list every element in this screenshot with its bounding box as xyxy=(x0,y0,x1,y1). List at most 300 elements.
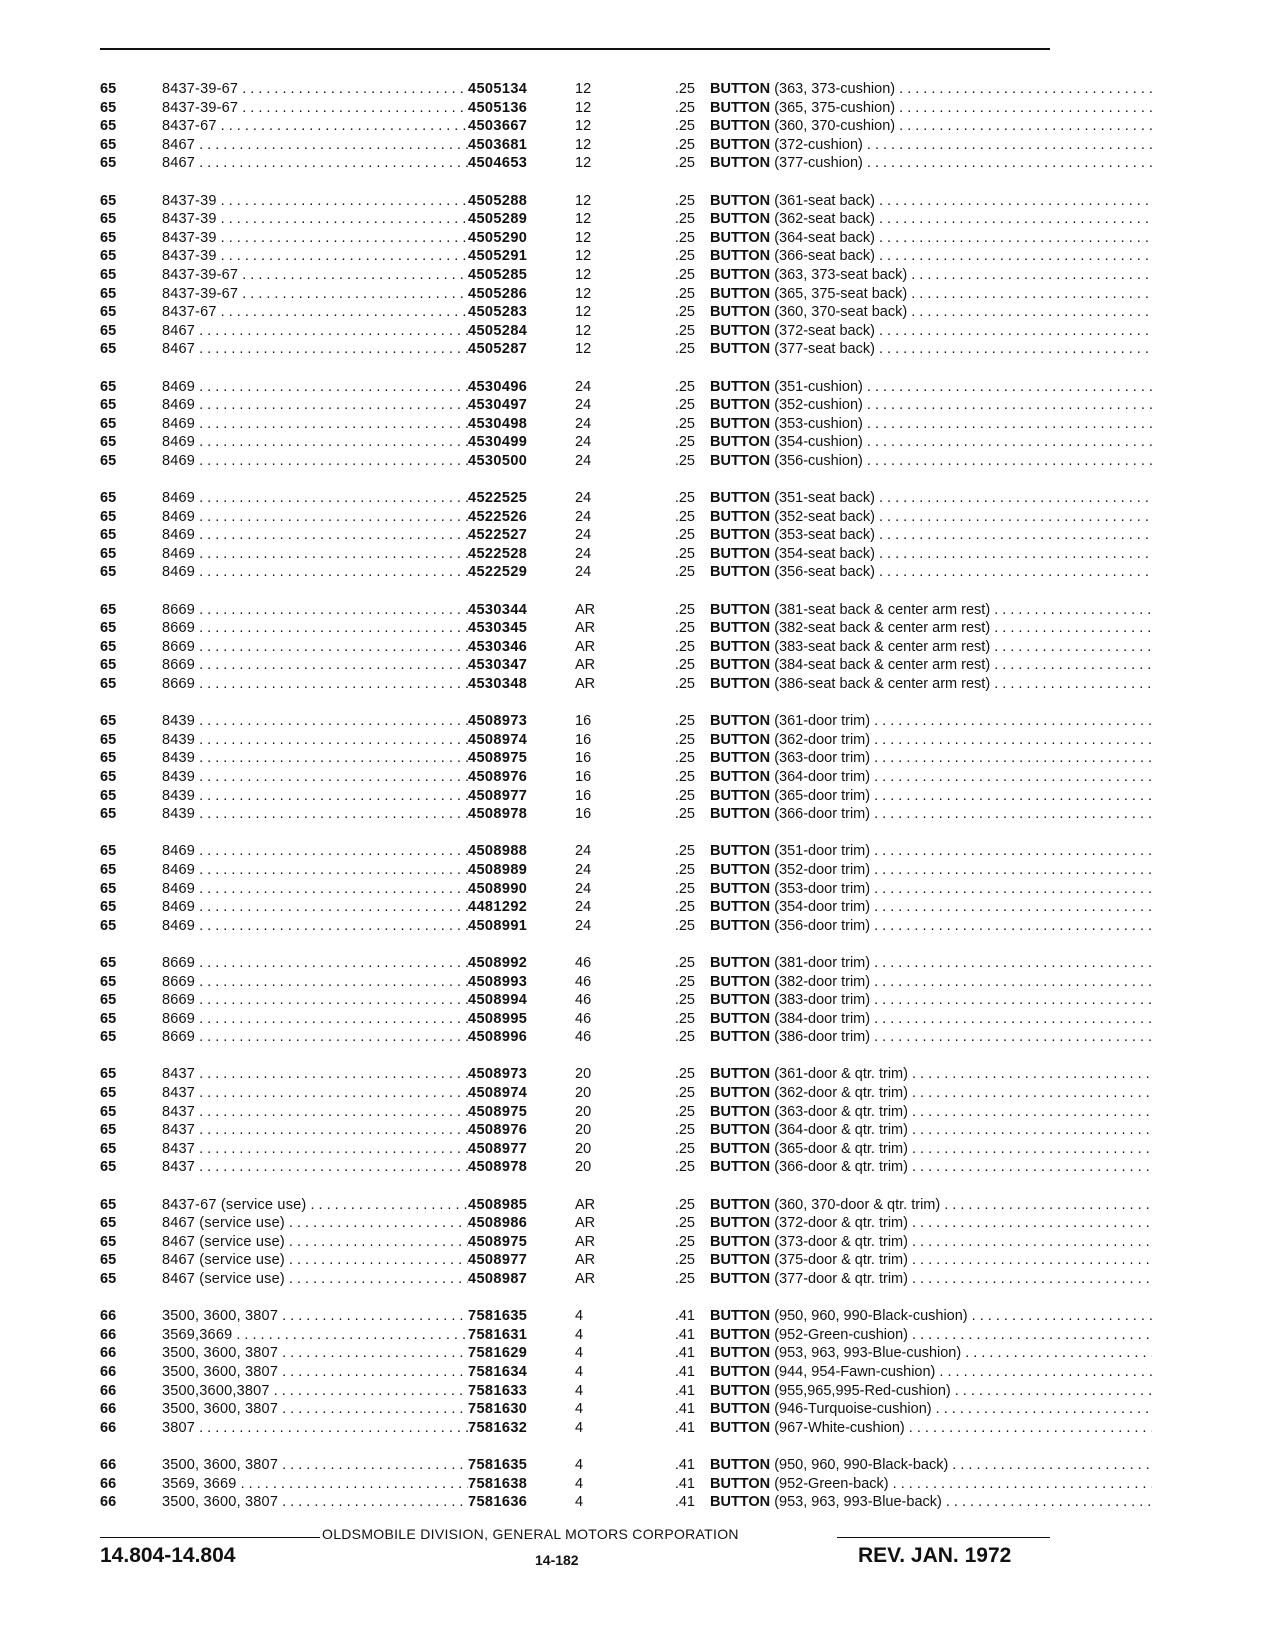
table-row xyxy=(100,229,1055,248)
part-number-cell: 4508976 xyxy=(468,1121,572,1140)
item-name: BUTTON xyxy=(710,676,771,692)
model-cell: 8669 . . . xyxy=(162,991,468,1010)
description-detail: (386-seat back & center arm rest) xyxy=(774,676,991,692)
table-row xyxy=(100,1233,1055,1252)
part-number-cell: 4505288 xyxy=(468,192,572,211)
description-detail: (362-door & qtr. trim) xyxy=(774,1085,908,1102)
table-row xyxy=(100,80,1055,99)
quantity-cell: 4 xyxy=(575,1345,584,1362)
description-cell xyxy=(710,545,1152,564)
table-row xyxy=(100,1010,1055,1029)
description-cell xyxy=(710,1270,1152,1289)
part-number-cell: 4522528 xyxy=(468,545,572,564)
table-row xyxy=(100,898,1055,917)
year-cell: 65 xyxy=(100,768,117,785)
item-name: BUTTON xyxy=(710,155,771,172)
price-cell: .25 xyxy=(674,434,695,451)
description-cell xyxy=(710,656,1152,675)
model-cell: 8439 . . . xyxy=(162,731,468,750)
year-cell: 65 xyxy=(100,397,117,414)
year-cell: 65 xyxy=(100,564,117,581)
quantity-cell: AR xyxy=(575,638,596,655)
description-cell xyxy=(710,1400,1152,1419)
item-name: BUTTON xyxy=(710,99,771,116)
top-rule xyxy=(100,48,1050,50)
description-detail: (353-door trim) xyxy=(774,880,871,897)
description-detail: (953, 963, 993-Blue-cushion) xyxy=(774,1345,962,1362)
description-detail: (373-door & qtr. trim) xyxy=(774,1233,908,1250)
description-detail: (356-seat back) xyxy=(774,564,875,581)
model-cell: 8437-39-67 . . . xyxy=(162,285,468,304)
part-number-cell: 4508976 xyxy=(468,768,572,787)
quantity-cell: AR xyxy=(575,620,596,637)
item-name: BUTTON xyxy=(710,768,771,785)
year-cell: 65 xyxy=(100,1215,117,1232)
description-cell xyxy=(710,1140,1152,1159)
description-detail: (351-seat back) xyxy=(774,490,875,507)
description-detail: (351-cushion) xyxy=(774,378,863,395)
model-cell: 8469 . . . xyxy=(162,842,468,861)
price-cell: .41 xyxy=(674,1494,695,1511)
year-cell: 65 xyxy=(100,992,117,1009)
quantity-cell: AR xyxy=(575,1196,596,1213)
year-cell: 65 xyxy=(100,81,117,97)
quantity-cell: 4 xyxy=(575,1419,584,1436)
table-row xyxy=(100,656,1055,675)
item-name: BUTTON xyxy=(710,1345,771,1362)
part-number-cell: 4508988 xyxy=(468,842,572,861)
price-cell: .25 xyxy=(674,397,695,414)
part-number-cell: 4505290 xyxy=(468,229,572,248)
item-name: BUTTON xyxy=(710,1066,771,1083)
table-row xyxy=(100,563,1055,582)
table-row xyxy=(100,805,1055,824)
description-cell xyxy=(710,1028,1152,1047)
model-cell: 8437-39 . . . xyxy=(162,192,468,211)
table-row xyxy=(100,601,1055,620)
model-cell: 8467 (service use) . . . xyxy=(162,1270,468,1289)
description-cell xyxy=(710,378,1152,397)
part-number-cell: 4530346 xyxy=(468,638,572,657)
description-cell xyxy=(710,415,1152,434)
description-detail: (353-cushion) xyxy=(774,415,863,432)
price-cell: .25 xyxy=(674,1215,695,1232)
table-row xyxy=(100,861,1055,880)
model-cell: 8469 . . . xyxy=(162,508,468,527)
part-number-cell: 4508977 xyxy=(468,1140,572,1159)
quantity-cell: 24 xyxy=(575,527,592,544)
part-number-cell: 4505291 xyxy=(468,247,572,266)
item-name: BUTTON xyxy=(710,1029,771,1046)
model-cell: 8437-67 (service use) . . . xyxy=(162,1196,468,1215)
table-row xyxy=(100,1419,1055,1438)
price-cell: .25 xyxy=(674,564,695,581)
item-name: BUTTON xyxy=(710,341,771,358)
year-cell: 66 xyxy=(100,1326,117,1343)
table-row xyxy=(100,675,1055,694)
table-row xyxy=(100,396,1055,415)
model-cell: 8669 . . . xyxy=(162,954,468,973)
part-number-cell: 4530499 xyxy=(468,433,572,452)
year-cell: 65 xyxy=(100,490,117,507)
price-cell: .25 xyxy=(674,1233,695,1250)
description-cell xyxy=(710,842,1152,861)
model-cell: 8437 . . . xyxy=(162,1103,468,1122)
price-cell: .25 xyxy=(674,155,695,172)
table-row xyxy=(100,768,1055,787)
description-cell xyxy=(710,266,1152,285)
description-cell xyxy=(710,1307,1152,1326)
item-name: BUTTON xyxy=(710,601,771,618)
quantity-cell: 12 xyxy=(575,192,592,209)
description-detail: (352-seat back) xyxy=(774,508,875,525)
quantity-cell: 20 xyxy=(575,1066,592,1083)
quantity-cell: 24 xyxy=(575,545,592,562)
part-group xyxy=(100,601,1055,694)
description-detail: (365-door & qtr. trim) xyxy=(774,1140,908,1157)
price-cell: .41 xyxy=(674,1382,695,1399)
year-cell: 66 xyxy=(100,1308,117,1325)
item-name: BUTTON xyxy=(710,1494,771,1511)
part-number-cell: 4508995 xyxy=(468,1010,572,1029)
year-cell: 65 xyxy=(100,322,117,339)
description-detail: (352-cushion) xyxy=(774,397,863,414)
model-cell: 8439 . . . xyxy=(162,712,468,731)
model-cell: 8467 (service use) . . . xyxy=(162,1251,468,1270)
table-row xyxy=(100,973,1055,992)
price-cell: .25 xyxy=(674,248,695,265)
part-number-cell: 4505285 xyxy=(468,266,572,285)
quantity-cell: 16 xyxy=(575,768,592,785)
part-number-cell: 4505284 xyxy=(468,322,572,341)
description-cell xyxy=(710,303,1152,322)
part-number-cell: 4508986 xyxy=(468,1214,572,1233)
part-number-cell: 4508978 xyxy=(468,1158,572,1177)
item-name: BUTTON xyxy=(710,1271,771,1287)
item-name: BUTTON xyxy=(710,545,771,562)
quantity-cell: 16 xyxy=(575,750,592,767)
item-name: BUTTON xyxy=(710,638,771,655)
part-number-cell: 4508990 xyxy=(468,880,572,899)
table-row xyxy=(100,1028,1055,1047)
table-row xyxy=(100,489,1055,508)
item-name: BUTTON xyxy=(710,397,771,414)
model-cell: 8469 . . . xyxy=(162,378,468,397)
model-cell: 8469 . . . xyxy=(162,917,468,936)
table-row xyxy=(100,1307,1055,1326)
year-cell: 66 xyxy=(100,1401,117,1418)
description-cell xyxy=(710,675,1152,694)
item-name: BUTTON xyxy=(710,1326,771,1343)
model-cell: 3500, 3600, 3807 . . . xyxy=(162,1456,468,1475)
description-cell xyxy=(710,1233,1152,1252)
description-cell xyxy=(710,805,1152,824)
description-cell xyxy=(710,1121,1152,1140)
item-name: BUTTON xyxy=(710,564,771,581)
year-cell: 65 xyxy=(100,1010,117,1027)
description-cell xyxy=(710,396,1152,415)
part-number-cell: 4508973 xyxy=(468,712,572,731)
part-number-cell: 4505136 xyxy=(468,99,572,118)
quantity-cell: 24 xyxy=(575,415,592,432)
part-number-cell: 4508977 xyxy=(468,1251,572,1270)
model-cell: 8467 . . . xyxy=(162,154,468,173)
table-row xyxy=(100,154,1055,173)
price-cell: .25 xyxy=(674,861,695,878)
description-detail: (372-cushion) xyxy=(774,136,863,153)
price-cell: .25 xyxy=(674,731,695,748)
description-cell xyxy=(710,1103,1152,1122)
model-cell: 8469 . . . xyxy=(162,861,468,880)
part-number-cell: 4522525 xyxy=(468,489,572,508)
price-cell: .25 xyxy=(674,1140,695,1157)
description-cell xyxy=(710,917,1152,936)
description-cell xyxy=(710,136,1152,155)
price-cell: .25 xyxy=(674,638,695,655)
item-name: BUTTON xyxy=(710,992,771,1009)
item-name: BUTTON xyxy=(710,787,771,804)
description-cell xyxy=(710,80,1152,99)
part-number-cell: 4530496 xyxy=(468,378,572,397)
price-cell: .25 xyxy=(674,1103,695,1120)
description-cell xyxy=(710,973,1152,992)
part-number-cell: 7581631 xyxy=(468,1326,572,1345)
part-group xyxy=(100,842,1055,935)
description-cell xyxy=(710,1382,1152,1401)
price-cell: .25 xyxy=(674,992,695,1009)
item-name: BUTTON xyxy=(710,452,771,469)
description-cell xyxy=(710,1158,1152,1177)
model-cell: 8437-39-67 . . . xyxy=(162,266,468,285)
part-number-cell: 4530345 xyxy=(468,619,572,638)
price-cell: .41 xyxy=(674,1401,695,1418)
quantity-cell: 20 xyxy=(575,1103,592,1120)
item-name: BUTTON xyxy=(710,229,771,246)
price-cell: .25 xyxy=(674,304,695,321)
description-detail: (952-Green-cushion) xyxy=(774,1326,908,1343)
price-cell: .25 xyxy=(674,806,695,823)
description-detail: (366-door trim) xyxy=(774,806,871,823)
item-name: BUTTON xyxy=(710,192,771,209)
table-row xyxy=(100,1251,1055,1270)
price-cell: .41 xyxy=(674,1308,695,1325)
table-row xyxy=(100,1400,1055,1419)
price-cell: .25 xyxy=(674,1196,695,1213)
quantity-cell: 12 xyxy=(575,81,592,97)
quantity-cell: 46 xyxy=(575,992,592,1009)
year-cell: 65 xyxy=(100,731,117,748)
table-row xyxy=(100,1344,1055,1363)
description-detail: (362-door trim) xyxy=(774,731,871,748)
table-row xyxy=(100,917,1055,936)
table-row xyxy=(100,749,1055,768)
item-name: BUTTON xyxy=(710,973,771,990)
description-detail: (364-door trim) xyxy=(774,768,871,785)
year-cell: 65 xyxy=(100,638,117,655)
footer-page-number: 14-182 xyxy=(535,1552,579,1568)
quantity-cell: 12 xyxy=(575,99,592,116)
price-cell: .25 xyxy=(674,1085,695,1102)
item-name: BUTTON xyxy=(710,81,771,97)
part-number-cell: 4508989 xyxy=(468,861,572,880)
table-row xyxy=(100,1493,1055,1512)
price-cell: .25 xyxy=(674,192,695,209)
item-name: BUTTON xyxy=(710,1215,771,1232)
model-cell: 8669 . . . xyxy=(162,1010,468,1029)
part-number-cell: 4508992 xyxy=(468,954,572,973)
model-cell: 8669 . . . xyxy=(162,656,468,675)
description-cell xyxy=(710,154,1152,173)
model-cell: 8469 . . . xyxy=(162,433,468,452)
quantity-cell: AR xyxy=(575,1271,596,1287)
price-cell: .41 xyxy=(674,1326,695,1343)
year-cell: 65 xyxy=(100,973,117,990)
item-name: BUTTON xyxy=(710,843,771,860)
description-detail: (372-door & qtr. trim) xyxy=(774,1215,908,1232)
part-number-cell: 4508977 xyxy=(468,787,572,806)
item-name: BUTTON xyxy=(710,899,771,916)
price-cell: .25 xyxy=(674,750,695,767)
year-cell: 65 xyxy=(100,266,117,283)
description-cell xyxy=(710,489,1152,508)
price-cell: .25 xyxy=(674,266,695,283)
model-cell: 8437-67 . . . xyxy=(162,303,468,322)
price-cell: .25 xyxy=(674,1010,695,1027)
description-detail: (351-door trim) xyxy=(774,843,871,860)
description-detail: (363, 373-seat back) xyxy=(774,266,908,283)
quantity-cell: 24 xyxy=(575,378,592,395)
item-name: BUTTON xyxy=(710,248,771,265)
year-cell: 66 xyxy=(100,1382,117,1399)
table-row xyxy=(100,787,1055,806)
year-cell: 65 xyxy=(100,527,117,544)
model-cell: 8437-39-67 . . . xyxy=(162,80,468,99)
description-detail: (354-cushion) xyxy=(774,434,863,451)
quantity-cell: 4 xyxy=(575,1456,584,1473)
price-cell: .25 xyxy=(674,81,695,97)
description-detail: (375-door & qtr. trim) xyxy=(774,1252,908,1269)
price-cell: .25 xyxy=(674,490,695,507)
part-number-cell: 4522529 xyxy=(468,563,572,582)
model-cell: 8469 . . . xyxy=(162,880,468,899)
item-name: BUTTON xyxy=(710,490,771,507)
table-row xyxy=(100,991,1055,1010)
item-name: BUTTON xyxy=(710,304,771,321)
description-detail: (365-door trim) xyxy=(774,787,871,804)
table-row xyxy=(100,526,1055,545)
quantity-cell: 12 xyxy=(575,248,592,265)
description-detail: (950, 960, 990-Black-cushion) xyxy=(774,1308,968,1325)
year-cell: 65 xyxy=(100,285,117,302)
table-row xyxy=(100,415,1055,434)
item-name: BUTTON xyxy=(710,1382,771,1399)
quantity-cell: 24 xyxy=(575,397,592,414)
item-name: BUTTON xyxy=(710,285,771,302)
quantity-cell: 24 xyxy=(575,899,592,916)
item-name: BUTTON xyxy=(710,806,771,823)
item-name: BUTTON xyxy=(710,1103,771,1120)
model-cell: 8439 . . . xyxy=(162,768,468,787)
year-cell: 65 xyxy=(100,1233,117,1250)
part-number-cell: 4508996 xyxy=(468,1028,572,1047)
year-cell: 66 xyxy=(100,1494,117,1511)
part-number-cell: 4508975 xyxy=(468,1233,572,1252)
description-detail: (952-Green-back) xyxy=(774,1475,889,1492)
year-cell: 65 xyxy=(100,806,117,823)
quantity-cell: 46 xyxy=(575,973,592,990)
item-name: BUTTON xyxy=(710,1085,771,1102)
quantity-cell: 4 xyxy=(575,1494,584,1511)
description-cell xyxy=(710,192,1152,211)
table-row xyxy=(100,452,1055,471)
year-cell: 65 xyxy=(100,1085,117,1102)
description-detail: (361-door & qtr. trim) xyxy=(774,1066,908,1083)
table-row xyxy=(100,1214,1055,1233)
footer-corporation: OLDSMOBILE DIVISION, GENERAL MOTORS CORPORATION xyxy=(322,1526,739,1542)
part-number-cell: 4481292 xyxy=(468,898,572,917)
description-cell xyxy=(710,749,1152,768)
price-cell: .25 xyxy=(674,1066,695,1083)
quantity-cell: 24 xyxy=(575,452,592,469)
description-cell xyxy=(710,712,1152,731)
quantity-cell: 12 xyxy=(575,266,592,283)
year-cell: 65 xyxy=(100,1140,117,1157)
year-cell: 65 xyxy=(100,1271,117,1287)
price-cell: .25 xyxy=(674,1029,695,1046)
description-detail: (377-door & qtr. trim) xyxy=(774,1271,908,1287)
description-cell xyxy=(710,322,1152,341)
item-name: BUTTON xyxy=(710,1159,771,1176)
model-cell: 8437 . . . xyxy=(162,1084,468,1103)
model-cell: 8437-39 . . . xyxy=(162,247,468,266)
table-row xyxy=(100,1121,1055,1140)
part-number-cell: 4504653 xyxy=(468,154,572,173)
year-cell: 65 xyxy=(100,118,117,135)
item-name: BUTTON xyxy=(710,1252,771,1269)
part-number-cell: 4503667 xyxy=(468,117,572,136)
quantity-cell: 24 xyxy=(575,843,592,860)
description-detail: (382-seat back & center arm rest) xyxy=(774,620,991,637)
part-number-cell: 4508975 xyxy=(468,749,572,768)
part-number-cell: 4530347 xyxy=(468,656,572,675)
item-name: BUTTON xyxy=(710,1363,771,1380)
table-row xyxy=(100,1475,1055,1494)
quantity-cell: 4 xyxy=(575,1326,584,1343)
year-cell: 65 xyxy=(100,676,117,692)
table-row xyxy=(100,433,1055,452)
quantity-cell: 12 xyxy=(575,211,592,228)
part-group xyxy=(100,1456,1055,1512)
description-detail: (381-door trim) xyxy=(774,954,871,971)
quantity-cell: 4 xyxy=(575,1308,584,1325)
price-cell: .25 xyxy=(674,322,695,339)
year-cell: 66 xyxy=(100,1363,117,1380)
description-detail: (377-seat back) xyxy=(774,341,875,358)
description-detail: (356-cushion) xyxy=(774,452,863,469)
description-detail: (386-door trim) xyxy=(774,1029,871,1046)
quantity-cell: 24 xyxy=(575,490,592,507)
price-cell: .25 xyxy=(674,601,695,618)
quantity-cell: 12 xyxy=(575,155,592,172)
table-row xyxy=(100,210,1055,229)
price-cell: .25 xyxy=(674,713,695,730)
model-cell: 8439 . . . xyxy=(162,749,468,768)
model-cell: 3500, 3600, 3807 . . . xyxy=(162,1363,468,1382)
model-cell: 8469 . . . xyxy=(162,898,468,917)
part-number-cell: 7581632 xyxy=(468,1419,572,1438)
table-row xyxy=(100,1382,1055,1401)
model-cell: 8467 . . . xyxy=(162,340,468,359)
